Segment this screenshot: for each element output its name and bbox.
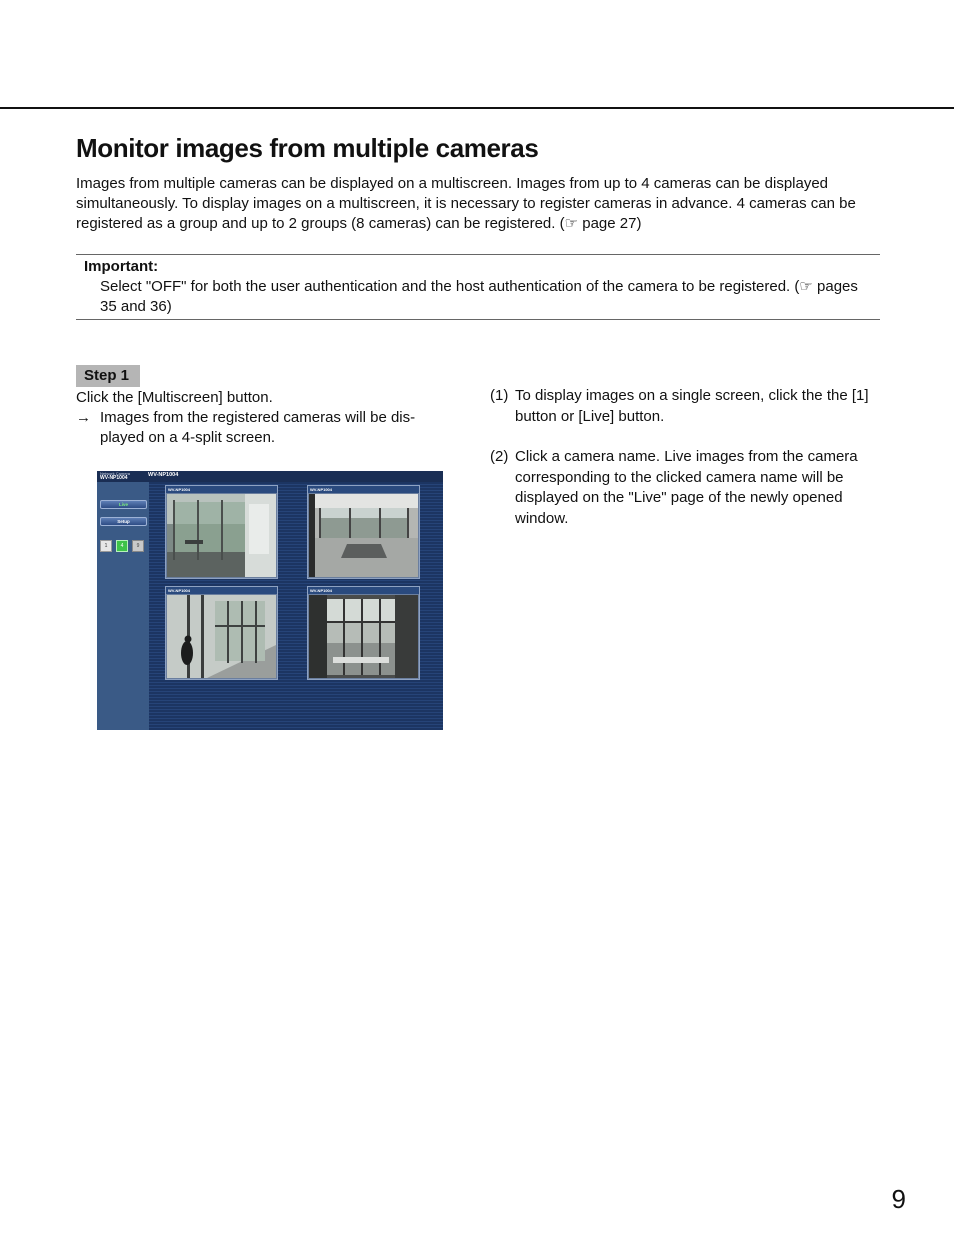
camera-tile[interactable]: [165, 485, 278, 579]
page-title: Monitor images from multiple cameras: [76, 133, 539, 163]
step-instruction: Click the [Multiscreen] button.: [76, 389, 273, 406]
tile-title-bar: [308, 587, 419, 594]
step-result-text: Images from the registered cameras will be dis- played on a 4-split screen.: [100, 409, 416, 446]
camera-image: [309, 595, 418, 678]
page-number: 9: [891, 1184, 906, 1214]
important-text: Select "OFF" for both the user authentication and the host authentication of the camera to be registered. (☞ pages 35 and 36): [100, 278, 858, 315]
tile-camera-name[interactable]: WV-NP1004: [168, 487, 191, 492]
single-screen-button[interactable]: 1: [100, 540, 112, 552]
tile-title-bar: [308, 486, 419, 493]
tile-camera-name[interactable]: WV-NP1004: [310, 588, 333, 593]
tile-camera-name[interactable]: WV-NP1004: [310, 487, 333, 492]
multiscreen-screenshot: [97, 471, 443, 730]
list-item-number: (2): [490, 448, 509, 465]
step-badge: Step 1: [76, 365, 140, 387]
camera-image: [167, 595, 276, 678]
camera-image: [309, 494, 418, 577]
tile-camera-name[interactable]: WV-NP1004: [168, 588, 191, 593]
setup-button[interactable]: Setup: [100, 517, 147, 526]
notes-list: [490, 386, 880, 549]
camera-tile[interactable]: [307, 485, 420, 579]
live-button[interactable]: Live: [100, 500, 147, 509]
header-product-type: Network Camera: [100, 471, 131, 476]
list-item: [490, 447, 880, 529]
list-item-number: (1): [490, 387, 509, 404]
list-item-text: Click a camera name. Live images from the camera corresponding to the clicked camera name will be displayed on the "Live" page of the newly opened window.: [515, 448, 858, 527]
important-note: [76, 254, 880, 320]
tile-title-bar: [166, 486, 277, 493]
screenshot-main: [149, 482, 443, 730]
screenshot-sidebar: [97, 482, 149, 730]
screenshot-header: [97, 471, 443, 482]
camera-image: [167, 494, 276, 577]
quad-screen-button[interactable]: 4: [116, 540, 128, 552]
tile-title-bar: [166, 587, 277, 594]
camera-tile[interactable]: [307, 586, 420, 680]
intro-paragraph: Images from multiple cameras can be displayed on a multiscreen. Images from up to 4 cameras can be displayed simultaneously. To display images on a multiscreen, it is necessary to register cameras in advance. 4 cameras can be registered as a group and up to 2 groups (8 cameras) can be registered. (☞ page 27): [76, 175, 856, 232]
header-model: WV-NP1004: [100, 475, 128, 481]
camera-name-link[interactable]: WV-NP1004: [148, 472, 179, 478]
arrow-icon: →: [76, 409, 91, 426]
step-result: [76, 408, 446, 448]
list-item-text: To display images on a single screen, click the the [1] button or [Live] button.: [515, 387, 869, 425]
header-rule: [0, 107, 954, 109]
important-label: Important:: [84, 258, 159, 275]
list-item: [490, 386, 880, 427]
nine-screen-button[interactable]: 9: [132, 540, 144, 552]
camera-tile[interactable]: [165, 586, 278, 680]
